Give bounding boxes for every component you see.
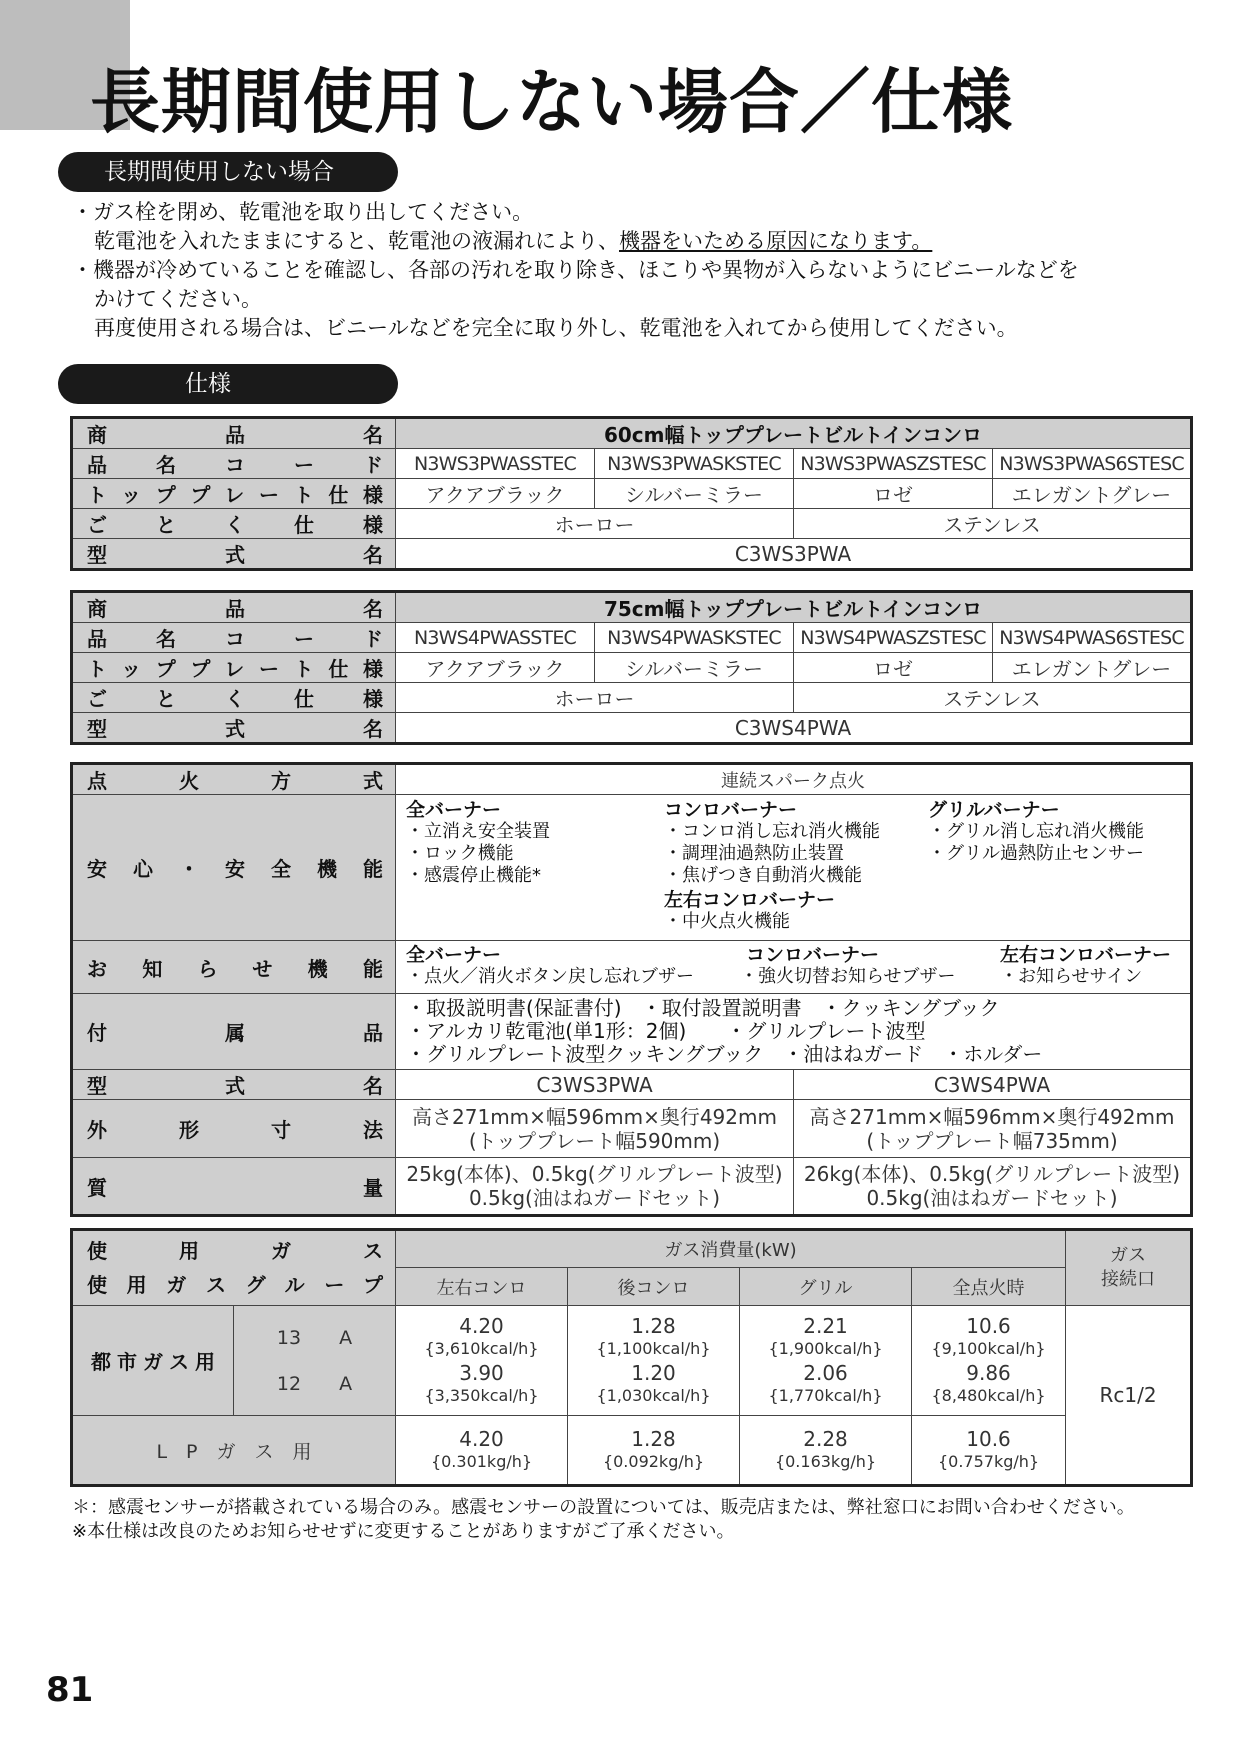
trivet-type: ホーロー: [396, 509, 794, 539]
gas-value-cell: 1.28 {1,100kcal/h} 1.20 {1,030kcal/h}: [568, 1306, 740, 1416]
notice-functions: [396, 941, 1192, 994]
label-model: 型式名: [72, 713, 396, 744]
notice-item: ・点火／消火ボタン戻し忘れブザー: [406, 966, 694, 987]
label-product-name: 商品名: [72, 592, 396, 623]
trivet-type: ステンレス: [794, 509, 1192, 539]
top-plate-color: シルバーミラー: [595, 479, 794, 509]
product-code: N3WS3PWAS6STESC: [993, 449, 1192, 479]
safety-item: ・中火点火機能: [664, 911, 790, 932]
gas-connection: Rc1/2: [1066, 1306, 1192, 1486]
notice-item: ・強火切替お知らせブザー: [740, 966, 956, 987]
product-code: N3WS3PWASSTEC: [396, 449, 595, 479]
column-grill: グリル: [740, 1268, 912, 1306]
gas-value-cell: 1.28 {0.092kg/h}: [568, 1416, 740, 1486]
safety-item: ・グリル過熱防止センサー: [928, 843, 1144, 864]
gas-table: [70, 1228, 1193, 1487]
footnote-line: ※本仕様は改良のためお知らせせずに変更することがありますがご了承ください。: [72, 1521, 735, 1542]
consumption-title: ガス消費量(kW): [396, 1230, 1066, 1268]
gas-value-cell: 2.21 {1,900kcal/h} 2.06 {1,770kcal/h}: [740, 1306, 912, 1416]
spec-table-75cm: [70, 590, 1193, 745]
note-line: かけてください。: [94, 287, 262, 311]
safety-item: ・グリル消し忘れ消火機能: [928, 821, 1144, 842]
spec-table-common: [70, 762, 1193, 1217]
label-product-name: 商品名: [72, 418, 396, 449]
safety-functions: [396, 795, 1192, 941]
ignition-value: 連続スパーク点火: [396, 764, 1192, 795]
note-underline: 機器をいためる原因になります。: [619, 229, 933, 253]
page-number: 81: [46, 1670, 94, 1710]
trivet-type: ステンレス: [794, 683, 1192, 713]
label-product-code: 品名コード: [72, 449, 396, 479]
top-plate-color: アクアブラック: [396, 653, 595, 683]
top-plate-color: シルバーミラー: [595, 653, 794, 683]
safety-item: ・立消え安全装置: [406, 821, 550, 842]
product-name-75: 75cm幅トッププレートビルトインコンロ: [396, 592, 1192, 623]
safety-item: ・調理油過熱防止装置: [664, 843, 844, 864]
label-top-plate: トッププレート仕様: [72, 653, 396, 683]
connection-title: ガス 接続口: [1066, 1230, 1192, 1306]
product-code: N3WS4PWASZSTESC: [794, 623, 993, 653]
trivet-type: ホーロー: [396, 683, 794, 713]
gas-value-cell: 10.6 {9,100kcal/h} 9.86 {8,480kcal/h}: [912, 1306, 1066, 1416]
label-dimensions: 外形寸法: [72, 1100, 396, 1158]
accessory-line: ・取扱説明書(保証書付) ・取付設置説明書 ・クッキングブック: [406, 996, 1000, 1020]
safety-all-title: 全バーナー: [406, 799, 502, 821]
model-name-75: C3WS4PWA: [396, 713, 1192, 744]
top-plate-color: ロゼ: [794, 653, 993, 683]
label-city-gas: 都市ガス用: [72, 1306, 234, 1416]
column-rear-stove: 後コンロ: [568, 1268, 740, 1306]
gas-groups: [234, 1306, 396, 1416]
label-model: 型式名: [72, 1070, 396, 1100]
top-plate-color: アクアブラック: [396, 479, 595, 509]
accessory-line: ・グリルプレート波型クッキングブック ・油はねガード ・ホルダー: [406, 1042, 1043, 1066]
gas-value-cell: 2.28 {0.163kg/h}: [740, 1416, 912, 1486]
notice-all-title: 全バーナー: [406, 944, 502, 966]
gas-value-cell: 4.20 {3,610kcal/h} 3.90 {3,350kcal/h}: [396, 1306, 568, 1416]
column-all-burners: 全点火時: [912, 1268, 1066, 1306]
gas-value-cell: 10.6 {0.757kg/h}: [912, 1416, 1066, 1486]
notice-stove-title: コンロバーナー: [746, 944, 880, 966]
product-name-60: 60cm幅トッププレートビルトインコンロ: [396, 418, 1192, 449]
label-trivet: ごとく仕様: [72, 683, 396, 713]
gas-group-13a: 13 A: [276, 1326, 353, 1349]
section-heading-storage: 長期間使用しない場合: [58, 152, 398, 192]
label-lp-gas: L P ガ ス 用: [72, 1416, 396, 1486]
product-code: N3WS4PWAS6STESC: [993, 623, 1192, 653]
storage-notes: [72, 198, 1202, 343]
safety-item: ・感震停止機能*: [406, 865, 541, 886]
label-ignition: 点火方式: [72, 764, 396, 795]
page-title: 長期間使用しない場合／仕様: [90, 61, 1013, 143]
gas-value-cell: 4.20 {0.301kg/h}: [396, 1416, 568, 1486]
accessories-list: [396, 994, 1192, 1070]
product-code: N3WS3PWASKSTEC: [595, 449, 794, 479]
product-code: N3WS4PWASSTEC: [396, 623, 595, 653]
safety-item: ・ロック機能: [406, 843, 514, 864]
dimensions-value: 高さ271mm×幅596mm×奥行492mm (トッププレート幅590mm): [396, 1100, 794, 1158]
note-line: ・機器が冷めていることを確認し、各部の汚れを取り除き、ほこりや異物が入らないようにビニールなどを: [72, 258, 1079, 282]
safety-grill-title: グリルバーナー: [928, 799, 1060, 821]
label-accessories: 付属品: [72, 994, 396, 1070]
footnote-line: ＊：感震センサーが搭載されている場合のみ。感震センサーの設置については、販売店または、弊社窓口にお問い合わせください。: [72, 1497, 1135, 1518]
safety-item: ・コンロ消し忘れ消火機能: [664, 821, 880, 842]
accessory-line: ・アルカリ乾電池(単1形：2個) ・グリルプレート波型: [406, 1019, 926, 1043]
label-notice: お知らせ機能: [72, 941, 396, 994]
top-plate-color: エレガントグレー: [993, 479, 1192, 509]
product-code: N3WS3PWASZSTESC: [794, 449, 993, 479]
dimensions-value: 高さ271mm×幅596mm×奥行492mm (トッププレート幅735mm): [794, 1100, 1192, 1158]
label-trivet: ごとく仕様: [72, 509, 396, 539]
safety-lr-title: 左右コンロバーナー: [664, 889, 836, 911]
label-gas-used: 使用ガス 使用ガスグループ: [72, 1230, 396, 1306]
note-line: ・ガス栓を閉め、乾電池を取り出してください。: [72, 200, 534, 224]
note-line: 乾電池を入れたままにすると、乾電池の液漏れにより、機器をいためる原因になります。: [94, 229, 933, 253]
column-left-right-stove: 左右コンロ: [396, 1268, 568, 1306]
mass-value: 25kg(本体)、0.5kg(グリルプレート波型) 0.5kg(油はねガードセット): [396, 1158, 794, 1216]
label-safety: 安心・安全機能: [72, 795, 396, 941]
mass-value: 26kg(本体)、0.5kg(グリルプレート波型) 0.5kg(油はねガードセット): [794, 1158, 1192, 1216]
footnotes: [72, 1496, 1212, 1544]
gas-group-12a: 12 A: [276, 1372, 353, 1395]
label-model: 型式名: [72, 539, 396, 570]
notice-lr-title: 左右コンロバーナー: [1000, 944, 1172, 966]
spec-table-60cm: [70, 416, 1193, 571]
note-line: 再度使用される場合は、ビニールなどを完全に取り外し、乾電池を入れてから使用してください。: [94, 316, 1018, 340]
top-plate-color: エレガントグレー: [993, 653, 1192, 683]
label-product-code: 品名コード: [72, 623, 396, 653]
safety-stove-title: コンロバーナー: [664, 799, 798, 821]
label-mass: 質量: [72, 1158, 396, 1216]
product-code: N3WS4PWASKSTEC: [595, 623, 794, 653]
model-name: C3WS4PWA: [794, 1070, 1192, 1100]
safety-item: ・焦げつき自動消火機能: [664, 865, 862, 886]
top-plate-color: ロゼ: [794, 479, 993, 509]
model-name-60: C3WS3PWA: [396, 539, 1192, 570]
section-heading-spec: 仕様: [58, 364, 398, 404]
notice-item: ・お知らせサイン: [1000, 966, 1143, 987]
model-name: C3WS3PWA: [396, 1070, 794, 1100]
label-top-plate: トッププレート仕様: [72, 479, 396, 509]
